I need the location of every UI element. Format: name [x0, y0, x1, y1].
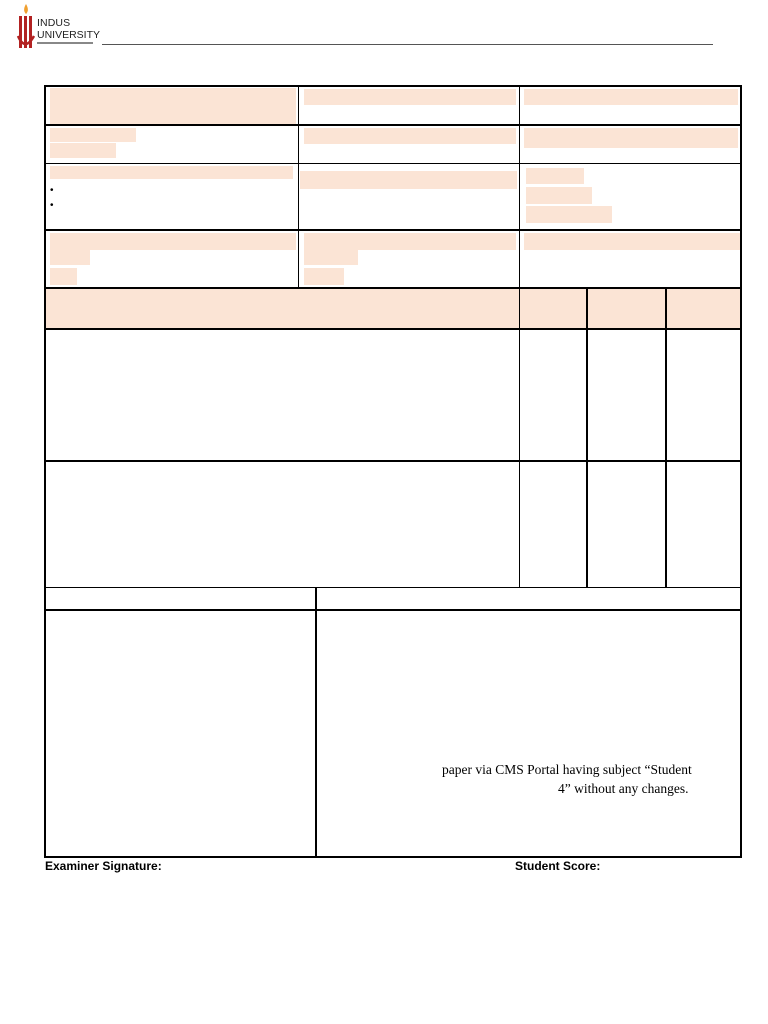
table-border	[44, 328, 742, 330]
field-highlight	[50, 268, 77, 285]
field-highlight	[526, 206, 612, 223]
bullet-point: •	[50, 200, 54, 211]
table-border	[665, 287, 667, 588]
table-border	[44, 609, 742, 611]
field-highlight	[526, 187, 592, 204]
field-highlight	[304, 250, 358, 265]
table-border	[44, 460, 742, 462]
field-highlight	[50, 233, 296, 250]
table-border	[44, 587, 742, 588]
instruction-line-1: paper via CMS Portal having subject “Student	[442, 762, 692, 777]
table-border	[315, 587, 317, 858]
table-border	[44, 163, 742, 164]
field-highlight	[304, 233, 516, 250]
table-border	[298, 85, 299, 288]
field-highlight	[304, 89, 516, 105]
table-border	[44, 287, 742, 289]
university-name-line2: UNIVERSITY	[37, 29, 101, 41]
examiner-signature-label: Examiner Signature:	[45, 859, 162, 873]
field-highlight	[304, 128, 516, 144]
field-highlight	[300, 171, 517, 189]
table-border	[586, 287, 588, 588]
table-border	[740, 85, 742, 858]
questions-header-row	[46, 289, 740, 328]
field-highlight	[304, 268, 344, 285]
logo-tagline-mark	[37, 42, 93, 44]
field-highlight	[50, 166, 293, 179]
table-border	[44, 85, 46, 858]
table-border	[44, 124, 742, 126]
table-border	[519, 287, 520, 588]
table-border	[519, 85, 520, 288]
field-highlight	[50, 88, 296, 124]
field-highlight	[50, 250, 90, 265]
university-name-line1: INDUS	[37, 17, 71, 29]
instruction-line-2: 4” without any changes.	[558, 781, 689, 796]
bullet-point: •	[50, 185, 54, 196]
field-highlight	[526, 168, 584, 184]
field-highlight	[50, 128, 136, 142]
table-border	[44, 856, 742, 858]
student-score-label: Student Score:	[515, 859, 601, 873]
field-highlight	[524, 233, 740, 250]
field-highlight	[524, 89, 738, 105]
field-highlight	[50, 143, 116, 158]
table-border	[44, 85, 742, 87]
table-border	[44, 229, 742, 231]
field-highlight	[524, 128, 738, 148]
header-divider	[102, 44, 713, 45]
